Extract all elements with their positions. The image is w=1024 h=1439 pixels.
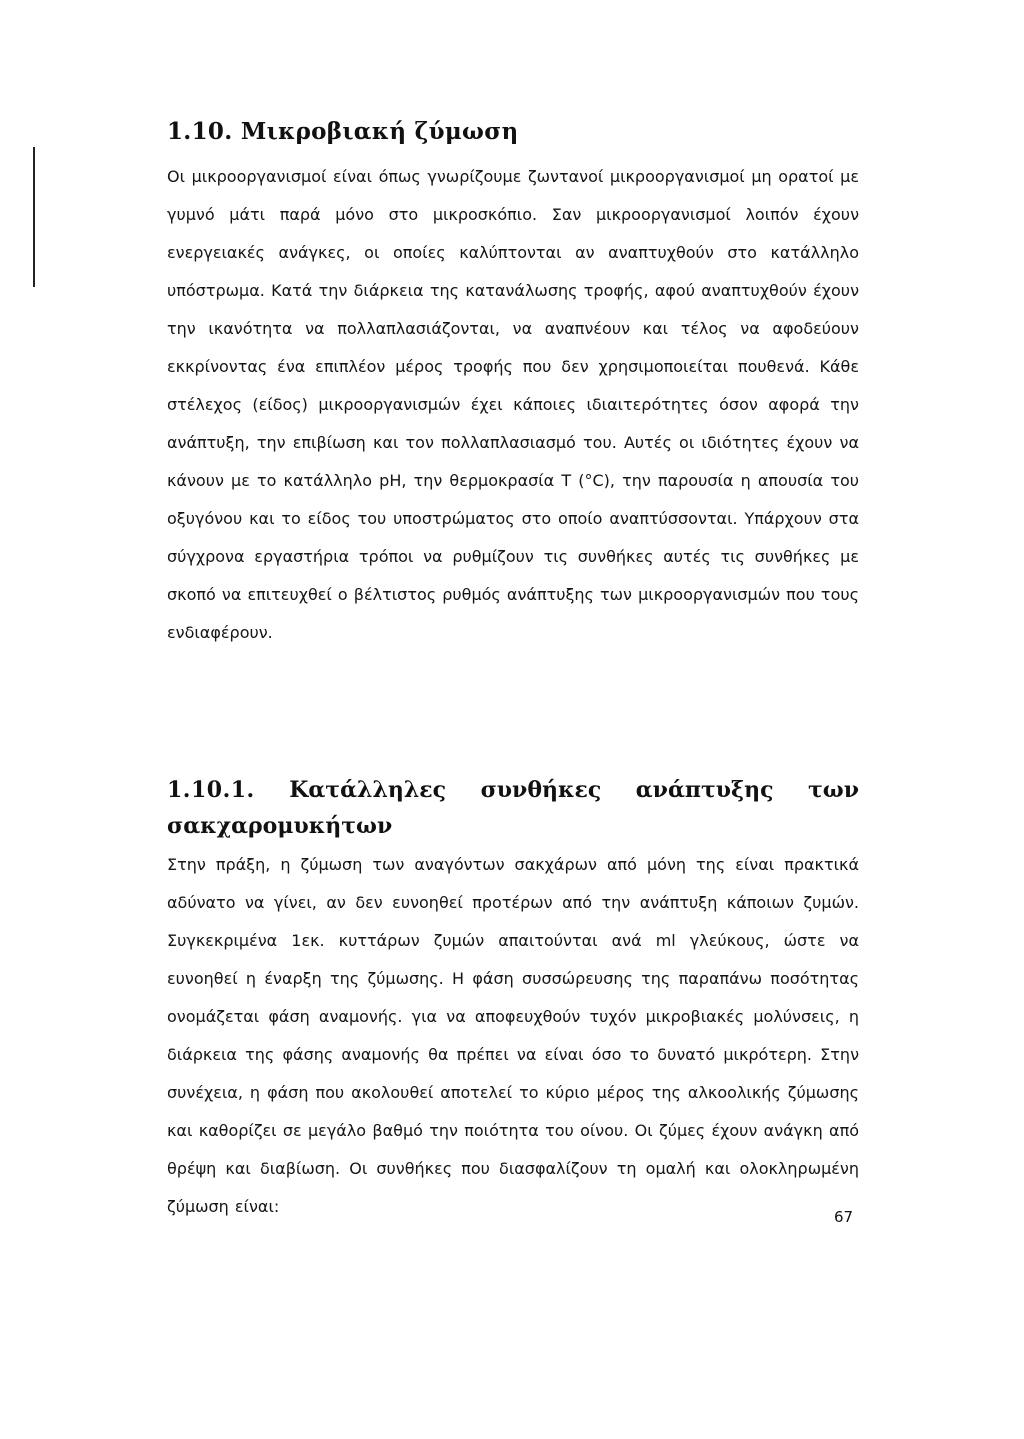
subsection-number: 1.10.1. [167, 777, 255, 803]
page-number: 67 [834, 1208, 854, 1226]
section-title: Μικροβιακή ζύμωση [240, 118, 519, 145]
paragraph-yeast-conditions: Στην πράξη, η ζύμωση των αναγόντων σακχάρων από μόνη της είναι πρακτικά αδύνατο να γίνει, αν δεν ευνοηθεί προτέρων από την ανάπτυξη κάποιων ζυμών. Συγκεκριμένα 1εκ. κυττάρων ζυμών απαιτούνται ανά ml γλεύκους, ώστε να ευνοηθεί η έναρξη της ζύμωσης. Η φάση συσσώρευσης της παραπάνω ποσότητας ονομάζεται φάση αναμονής. για να αποφευχθούν τυχόν μικροβιακές μολύνσεις, η διάρκεια της φάσης αναμονής θα πρέπει να είναι όσο το δυνατό μικρότερη. Στην συνέχεια, η φάση που ακολουθεί αποτελεί το κύριο μέρος της αλκοολικής ζύμωσης και καθορίζει σε μεγάλο βαθμό την ποιότητα του οίνου. Οι ζύμες έχουν ανάγκη από θρέψη και διαβίωση. Οι συνθήκες που διασφαλίζουν τη ομαλή και ολοκληρωμένη ζύμωση είναι: [167, 855, 859, 1216]
subsection-heading [167, 772, 859, 844]
section-number: 1.10. [167, 118, 233, 145]
margin-rule [33, 147, 35, 287]
subsection-title: Κατάλληλες συνθήκες ανάπτυξης των σακχαρομυκήτων [167, 777, 859, 839]
section-heading [167, 112, 867, 152]
paragraph-microbial-fermentation: Οι μικροοργανισμοί είναι όπως γνωρίζουμε ζωντανοί μικροοργανισμοί μη ορατοί με γυμνό μάτι παρά μόνο στο μικροσκόπιο. Σαν μικροοργανισμοί λοιπόν έχουν ενεργειακές ανάγκες, οι οποίες καλύπτονται αν αναπτυχθούν στο κατάλληλο υπόστρωμα. Κατά την διάρκεια της κατανάλωσης τροφής, αφού αναπτυχθούν έχουν την ικανότητα να πολλαπλασιάζονται, να αναπνέουν και τέλος να αφοδεύουν εκκρίνοντας ένα επιπλέον μέρος τροφής που δεν χρησιμοποιείται πουθενά. Κάθε στέλεχος (είδος) μικροοργανισμών έχει κάποιες ιδιαιτερότητες όσον αφορά την ανάπτυξη, την επιβίωση και τον πολλαπλασιασμό του. Αυτές οι ιδιότητες έχουν να κάνουν με το κατάλληλο pH, την θερμοκρασία T (°C), την παρουσία η απουσία του οξυγόνου και το είδος του υποστρώματος στο οποίο αναπτύσσονται. Υπάρχουν στα σύγχρονα εργαστήρια τρόποι να ρυθμίζουν τις συνθήκες αυτές τις συνθήκες με σκοπό να επιτευχθεί ο βέλτιστος ρυθμός ανάπτυξης των μικροοργανισμών που τους ενδιαφέρουν. [167, 167, 859, 642]
